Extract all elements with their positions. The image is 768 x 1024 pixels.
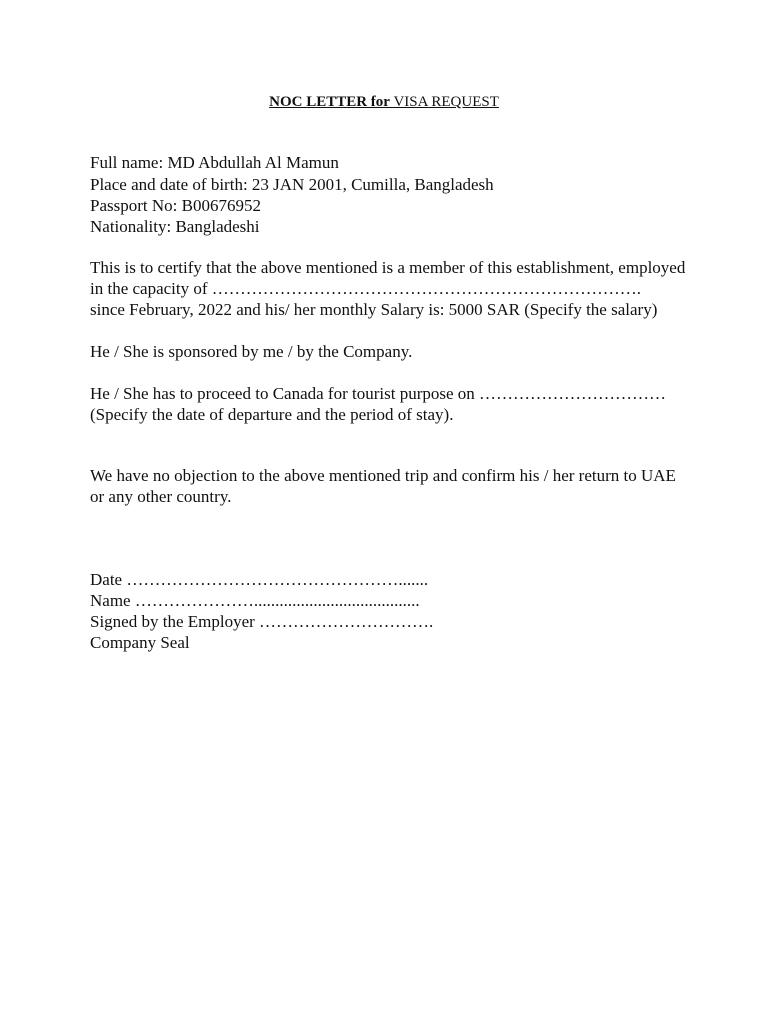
- letter-title: [0, 93, 768, 111]
- objection-line-1: We have no objection to the above mentioned trip and confirm his / her return to UAE: [90, 466, 676, 485]
- name-field-line: Name ………………….......................................: [90, 591, 420, 610]
- certify-line-3: since February, 2022 and his/ her monthly Salary is: 5000 SAR (Specify the salary): [90, 300, 658, 319]
- signed-by-employer-line: Signed by the Employer ………………………….: [90, 612, 434, 631]
- nationality-line: Nationality: Bangladeshi: [90, 217, 260, 236]
- full-name-line: Full name: MD Abdullah Al Mamun: [90, 153, 339, 172]
- proceed-line-2: (Specify the date of departure and the period of stay).: [90, 405, 454, 424]
- certify-line-1: This is to certify that the above mentioned is a member of this establishment, employed: [90, 258, 686, 277]
- title-regular-part: VISA REQUEST: [393, 94, 499, 110]
- proceed-line-1: He / She has to proceed to Canada for tourist purpose on ……………………………: [90, 384, 667, 403]
- birth-line: Place and date of birth: 23 JAN 2001, Cumilla, Bangladesh: [90, 175, 494, 194]
- objection-line-2: or any other country.: [90, 487, 232, 506]
- company-seal-line: Company Seal: [90, 633, 190, 652]
- date-field-line: Date ………………………………………….......: [90, 570, 429, 589]
- sponsored-line: He / She is sponsored by me / by the Company.: [90, 342, 413, 361]
- certify-line-2: in the capacity of ………………………………………………………………….: [90, 279, 642, 298]
- title-bold-part: NOC LETTER for: [269, 94, 394, 110]
- passport-line: Passport No: B00676952: [90, 196, 261, 215]
